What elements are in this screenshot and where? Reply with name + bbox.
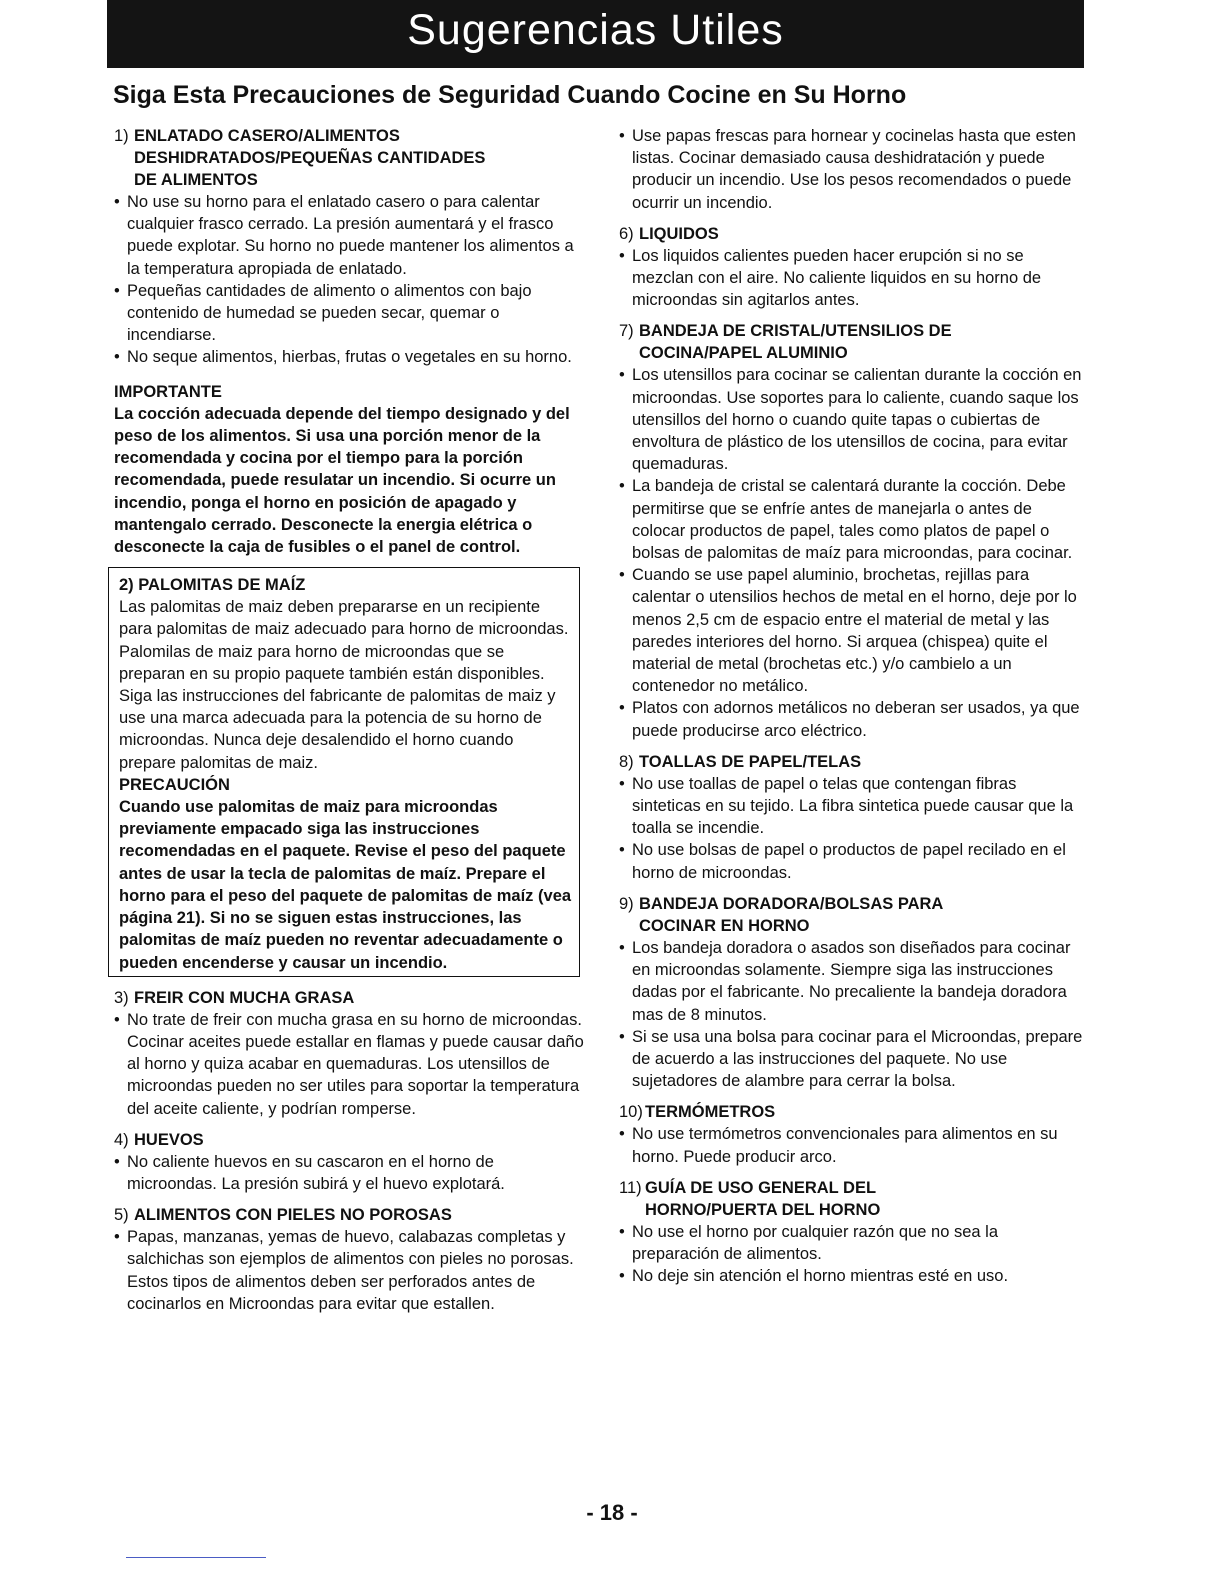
precaucion-text: Cuando use palomitas de maiz para microondas previamente empacado siga las instrucciones recomendadas en el paquete. Revise el peso del paquete antes de usar la tecla de palomitas de maíz. Prepare el horno para el peso del paquete de palomitas de maíz (vea página 21). Si no se siguen estas instrucciones, las palomitas de maíz pueden no reventar adecuadamente o pueden encenderse y causar un incendio. [119,798,572,972]
section-number: 10) [619,1103,643,1122]
section-subtitle: Siga Esta Precauciones de Seguridad Cuando Cocine en Su Horno [113,81,907,109]
bullet-item: • No use su horno para el enlatado casero o para calentar cualquier frasco cerrado. La presión aumentará y el frasco puede explotar. Su horno no puede mantener los alimentos a la temperatura apropiada de enlatado. [114,191,584,280]
bullet-item: • No use termómetros convencionales para alimentos en su horno. Puede producir arco. [619,1123,1089,1167]
section-11-heading [619,1177,1089,1221]
section-7-heading [619,320,1089,364]
section-2-heading: 2) PALOMITAS DE MAÍZ [119,576,306,595]
section-9-bullets [619,937,1089,1092]
heading-line: GUÍA DE USO GENERAL DEL [645,1178,877,1197]
section-1-heading [114,125,584,191]
section-number: 7) [619,322,634,341]
section-1-bullets [114,191,584,369]
section-number: 4) [114,1130,129,1149]
section-6 [619,223,1089,312]
section-6-heading [619,223,1089,245]
section-5-bullets [114,1226,584,1315]
bullet-item: • No use bolsas de papel o productos de papel recilado en el horno de microondas. [619,839,1089,883]
section-10-bullets [619,1123,1089,1167]
section-number: 5) [114,1206,129,1225]
heading-line: HORNO/PUERTA DEL HORNO [645,1200,881,1219]
section-7-bullets [619,364,1089,741]
section-4-heading [114,1129,584,1151]
heading-line: FREIR CON MUCHA GRASA [134,988,355,1007]
section-5 [114,1204,584,1315]
section-number: 8) [619,752,634,771]
bullet-item: • No use el horno por cualquier razón que no sea la preparación de alimentos. [619,1221,1089,1265]
heading-line: COCINAR EN HORNO [639,916,810,935]
section-8-heading [619,751,1089,773]
section-2-box [108,567,580,976]
heading-line: BANDEJA DORADORA/BOLSAS PARA [639,894,944,913]
heading-line: ALIMENTOS CON PIELES NO POROSAS [134,1206,452,1225]
page-banner-title: Sugerencias Utiles [107,0,1084,68]
section-9-heading [619,893,1089,937]
bullet-item: • Los liquidos calientes pueden hacer erupción si no se mezclan con el aire. No caliente liquidos en su horno de microondas sin agitarlos antes. [619,245,1089,312]
section-3-heading [114,987,584,1009]
section-number: 3) [114,988,129,1007]
section-10-heading [619,1101,1089,1123]
bullet-item: • No trate de freir con mucha grasa en su horno de microondas. Cocinar aceites puede estallar en flamas y puede causar daño al horno y quiza acabar en quemaduras. Los utensillos de microondas pueden no ser utiles para soportar la temperatura del aceite caliente, y podrían romperse. [114,1009,584,1120]
section-2-text: Las palomitas de maiz deben prepararse en un recipiente para palomitas de maiz adecuado para horno de microondas. Palomilas de maiz para horno de microondas que se preparan en su propio paquete también están disponibles. Siga las instrucciones del fabricante de palomitas de maiz y use una marca adecuada para la potencia de su horno de microondas. Nunca deje desalendido el horno cuando prepare palomitas de maiz. [119,598,569,772]
section-number: 11) [619,1178,642,1197]
section-8-bullets [619,773,1089,884]
importante-block [114,381,584,559]
section-3 [114,987,584,1120]
section-number: 1) [114,127,129,145]
heading-line: DE ALIMENTOS [134,171,258,189]
section-6-bullets [619,245,1089,312]
importante-title: IMPORTANTE [114,382,222,401]
section-11 [619,1177,1089,1288]
section-5-continued-bullets [619,125,1089,214]
bullet-item: • Los utensillos para cocinar se calientan durante la cocción en microondas. Use soportes para lo caliente, cuando saque los utensillos del horno o cuando quite tapas o cubiertas de envoltura de plástico de los utensillos de cocina, para evitar quemaduras. [619,364,1089,475]
section-number: 9) [619,894,634,913]
heading-line: COCINA/PAPEL ALUMINIO [639,344,848,363]
bullet-item: • Cuando se use papel aluminio, brochetas, rejillas para calentar o utensilios hechos de metal en el horno, deje por lo menos 2,5 cm de espacio entre el material de metal y las paredes interiores del horno. Si arquea (chispea) quite el material de metal (brochetas etc.) y/o cambielo a un contenedor no metálico. [619,564,1089,697]
section-number: 6) [619,224,634,243]
heading-line: BANDEJA DE CRISTAL/UTENSILIOS DE [639,322,952,341]
heading-line: TOALLAS DE PAPEL/TELAS [639,752,862,771]
section-5-heading [114,1204,584,1226]
footer-divider [126,1557,266,1558]
section-3-bullets [114,1009,584,1120]
bullet-item: • No use toallas de papel o telas que contengan fibras sinteticas en su tejido. La fibra sintetica puede causar que la toalla se incendie. [619,773,1089,840]
section-11-bullets [619,1221,1089,1288]
left-column [114,125,584,1324]
heading-line: LIQUIDOS [639,224,719,243]
section-10 [619,1101,1089,1167]
bullet-item: • No deje sin atención el horno mientras esté en uso. [619,1265,1089,1287]
section-4 [114,1129,584,1195]
heading-line: TERMÓMETROS [645,1103,776,1122]
section-1 [114,125,584,369]
bullet-item: • Pequeñas cantidades de alimento o alimentos con bajo contenido de humedad se pueden secar, quemar o incendiarse. [114,280,584,347]
section-7 [619,320,1089,741]
heading-line: HUEVOS [134,1130,204,1149]
section-9 [619,893,1089,1092]
bullet-item: • Platos con adornos metálicos no deberan ser usados, ya que puede producirse arco eléctrico. [619,697,1089,741]
section-4-bullets [114,1151,584,1195]
bullet-item: • Use papas frescas para hornear y cocinelas hasta que esten listas. Cocinar demasiado causa deshidratación y puede producir un incendio. Use los pesos recomendados o puede ocurrir un incendio. [619,125,1089,214]
heading-line: DESHIDRATADOS/PEQUEÑAS CANTIDADES [134,149,486,167]
bullet-item: • La bandeja de cristal se calentará durante la cocción. Debe permitirse que se enfríe antes de manejarla o antes de colocar productos de papel, tales como platos de papel o bolsas de palomitas de maíz para microondas, para cocinar. [619,475,1089,564]
importante-text: La cocción adecuada depende del tiempo designado y del peso de los alimentos. Si usa una porción menor de la recomendada y cocina por el tiempo para la porción recomendada, puede resulatar un incendio. Si ocurre un incendio, ponga el horno en posición de apagado y mantengalo cerrado. Desconecte la energia elétrica o desconecte la caja de fusibles o el panel de control. [114,404,570,557]
section-5-continued [619,125,1089,214]
page-number: - 18 - [586,1500,638,1525]
bullet-item: • Los bandeja doradora o asados son diseñados para cocinar en microondas solamente. Siempre siga las instrucciones dadas por el fabricante. No precaliente la bandeja doradora mas de 8 minutos. [619,937,1089,1026]
precaucion-title: PRECAUCIÓN [119,775,230,794]
bullet-item: • Papas, manzanas, yemas de huevo, calabazas completas y salchichas son ejemplos de alimentos con pieles no porosas. Estos tipos de alimentos deben ser perforados antes de cocinarlos en Microondas para evitar que estallen. [114,1226,584,1315]
bullet-item: • No caliente huevos en su cascaron en el horno de microondas. La presión subirá y el huevo explotará. [114,1151,584,1195]
right-column [619,125,1089,1296]
section-8 [619,751,1089,884]
heading-line: ENLATADO CASERO/ALIMENTOS [134,127,400,145]
bullet-item: • No seque alimentos, hierbas, frutas o vegetales en su horno. [114,346,584,368]
bullet-item: • Si se usa una bolsa para cocinar para el Microondas, prepare de acuerdo a las instrucciones del paquete. No use sujetadores de alambre para cerrar la bolsa. [619,1026,1089,1093]
